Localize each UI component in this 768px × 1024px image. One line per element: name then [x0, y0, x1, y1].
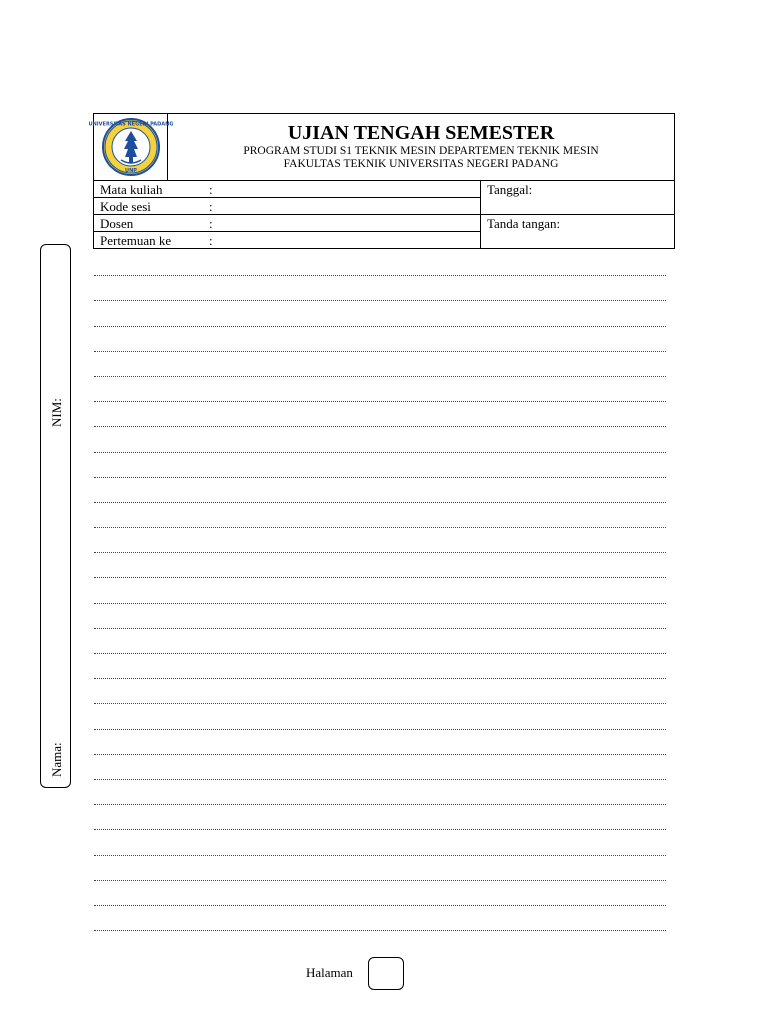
page-title: UJIAN TENGAH SEMESTER — [287, 122, 555, 144]
subtitle-line-1: PROGRAM STUDI S1 TEKNIK MESIN DEPARTEMEN TEKNIK MESIN — [243, 145, 599, 157]
answer-line[interactable] — [94, 536, 666, 561]
answer-line[interactable] — [94, 435, 666, 460]
answer-line[interactable] — [94, 687, 666, 712]
nama-label: Nama: — [49, 742, 64, 777]
answer-line[interactable] — [94, 410, 666, 435]
answer-line[interactable] — [94, 360, 666, 385]
answer-line[interactable] — [94, 889, 666, 914]
answer-line[interactable] — [94, 486, 666, 511]
tanggal-label: Tanggal: — [487, 182, 533, 197]
date-signature-area — [481, 181, 674, 248]
halaman-label: Halaman — [306, 965, 353, 980]
answer-line[interactable] — [94, 864, 666, 889]
tanda-tangan-label: Tanda tangan: — [487, 216, 561, 231]
logo-ring-text: UNIVERSITAS NEGERI PADANG — [88, 121, 173, 128]
answer-line[interactable] — [94, 309, 666, 334]
answer-line[interactable] — [94, 637, 666, 662]
university-seal-icon — [88, 117, 173, 177]
course-info-fields — [94, 181, 481, 248]
answer-line[interactable] — [94, 838, 666, 863]
logo-cell — [88, 114, 173, 180]
field-kode-sesi[interactable] — [94, 198, 480, 215]
answer-lines[interactable] — [94, 259, 666, 939]
answer-line[interactable] — [94, 561, 666, 586]
answer-line[interactable] — [94, 712, 666, 737]
answer-line[interactable] — [94, 612, 666, 637]
field-label: Kode sesi — [100, 199, 151, 214]
nim-label: NIM: — [49, 398, 64, 427]
field-label: Mata kuliah — [100, 182, 163, 197]
field-colon: : — [209, 216, 213, 231]
field-mata-kuliah[interactable] — [94, 181, 480, 198]
page-number-box[interactable] — [368, 957, 404, 990]
answer-line[interactable] — [94, 511, 666, 536]
exam-header-table — [88, 113, 675, 249]
answer-line[interactable] — [94, 586, 666, 611]
answer-line[interactable] — [94, 335, 666, 360]
field-dosen[interactable] — [94, 215, 480, 232]
field-label: Pertemuan ke — [100, 233, 172, 248]
field-colon: : — [209, 182, 213, 197]
field-tanggal[interactable] — [481, 181, 674, 215]
field-tanda-tangan[interactable] — [481, 215, 674, 249]
subtitle-line-2: FAKULTAS TEKNIK UNIVERSITAS NEGERI PADANG — [283, 158, 559, 170]
info-area — [94, 180, 674, 248]
field-pertemuan-ke[interactable] — [94, 232, 480, 249]
answer-line[interactable] — [94, 259, 666, 284]
answer-line[interactable] — [94, 914, 666, 939]
answer-line[interactable] — [94, 813, 666, 838]
answer-line[interactable] — [94, 461, 666, 486]
field-colon: : — [209, 233, 213, 248]
answer-line[interactable] — [94, 788, 666, 813]
answer-line[interactable] — [94, 662, 666, 687]
field-colon: : — [209, 199, 213, 214]
student-id-box[interactable] — [40, 244, 71, 788]
answer-line[interactable] — [94, 385, 666, 410]
field-label: Dosen — [100, 216, 134, 231]
title-cell — [168, 114, 674, 180]
answer-line[interactable] — [94, 763, 666, 788]
answer-line[interactable] — [94, 284, 666, 309]
answer-line[interactable] — [94, 738, 666, 763]
logo-bottom-text: UNP — [124, 168, 137, 174]
